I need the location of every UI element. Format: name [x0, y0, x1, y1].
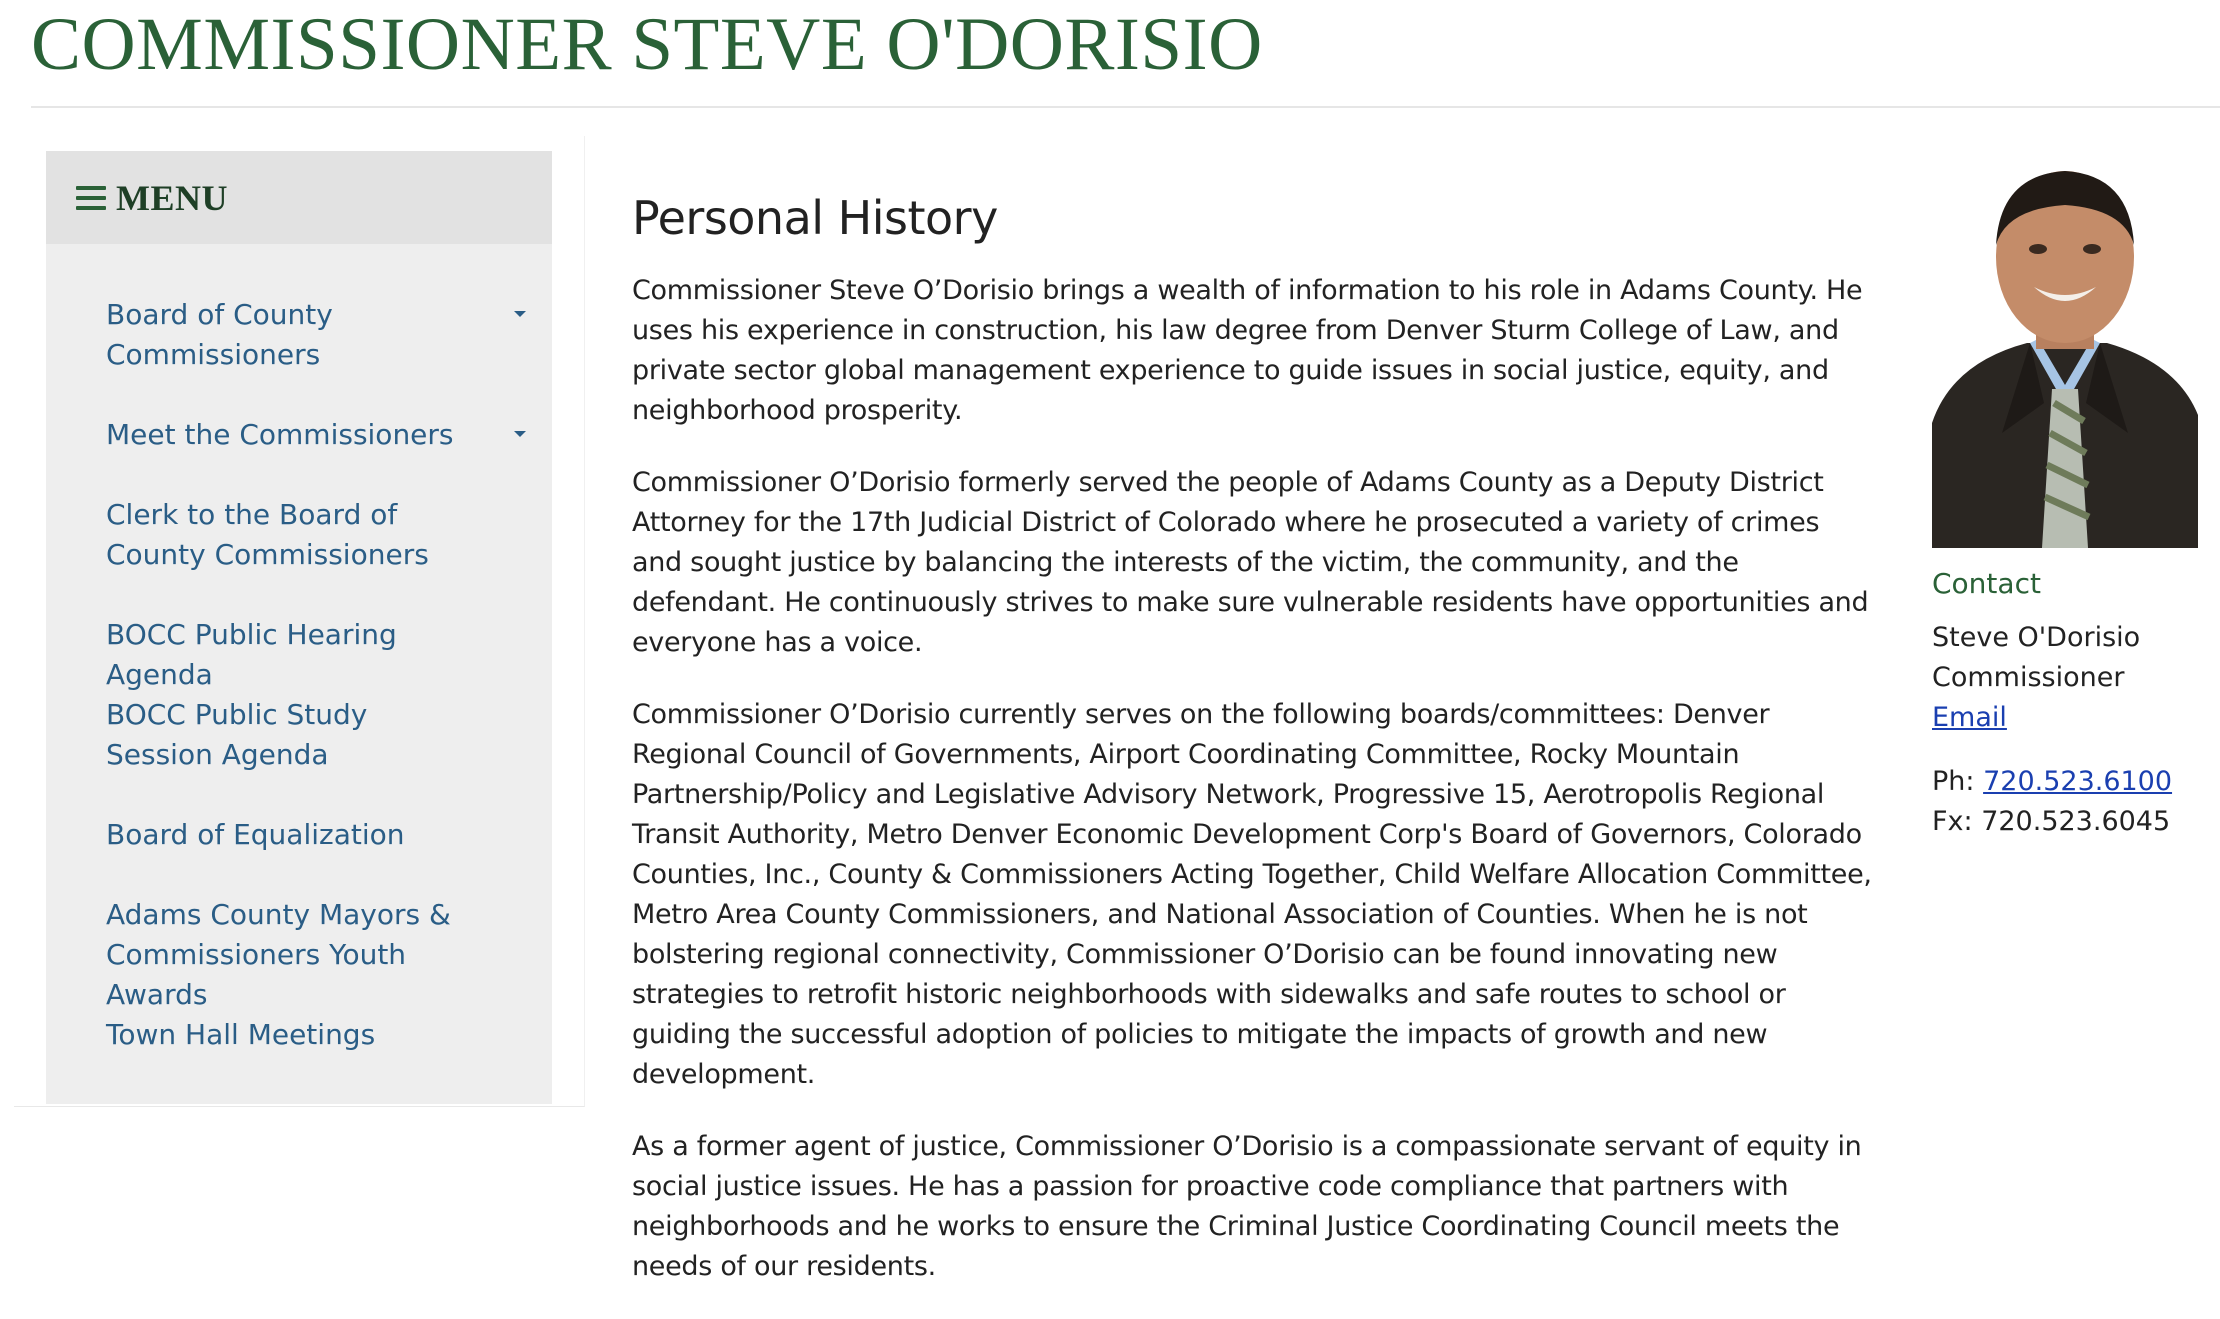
sidebar-item-bocc-public-hearing-agenda[interactable]: [106, 615, 526, 695]
contact-role: Commissioner: [1932, 662, 2125, 693]
contact-name: Steve O'Dorisio: [1932, 622, 2141, 653]
sidebar-item-label[interactable]: BOCC Public Study Session Agenda: [106, 698, 368, 771]
sidebar-menu: [46, 151, 552, 1104]
commissioner-photo: [1932, 153, 2198, 548]
sidebar-item-label[interactable]: Clerk to the Board of County Commissioners: [106, 498, 429, 571]
sidebar-item-clerk-to-the-board[interactable]: [106, 495, 526, 575]
sidebar-item-label[interactable]: Meet the Commissioners: [106, 418, 454, 451]
contact-heading: Contact: [1932, 567, 2041, 600]
phone-line: [1932, 762, 2220, 802]
menu-label: MENU: [116, 177, 228, 218]
sidebar-item-board-of-county-commissioners[interactable]: [106, 295, 526, 375]
phone-link[interactable]: 720.523.6100: [1983, 766, 2173, 797]
chevron-down-icon[interactable]: [514, 431, 526, 437]
contact-sidebar: [1932, 153, 2220, 842]
email-link[interactable]: Email: [1932, 702, 2007, 733]
title-divider: [31, 106, 2220, 108]
chevron-down-icon[interactable]: [514, 311, 526, 317]
history-paragraph: Commissioner O’Dorisio formerly served the people of Adams County as a Deputy District Attorney for the 17th Judicial District of Colorado where he prosecuted a variety of crimes and sought justice by balancing the interests of the victim, the community, and the defendant. He continuously strives to make sure vulnerable residents have opportunities and everyone has a voice.: [632, 467, 1869, 658]
sidebar-item-label[interactable]: BOCC Public Hearing Agenda: [106, 618, 397, 691]
sidebar-item-label[interactable]: Adams County Mayors & Commissioners Youth Awards: [106, 898, 451, 1011]
hamburger-icon: [76, 186, 106, 210]
page-title: COMMISSIONER STEVE O'DORISIO: [31, 3, 1263, 86]
fax-line: [1932, 802, 2220, 842]
sidebar-item-youth-awards[interactable]: [106, 895, 526, 1015]
sidebar-item-bocc-public-study-session-agenda[interactable]: [106, 695, 526, 775]
main-content: [632, 180, 1872, 1319]
phone-prefix: Ph:: [1932, 766, 1975, 797]
history-paragraph: Commissioner Steve O’Dorisio brings a wealth of information to his role in Adams County. He uses his experience in construction, his law degree from Denver Sturm College of Law, and private sector global management experience to guide issues in social justice, equity, and neighborhood prosperity.: [632, 275, 1863, 426]
history-paragraph: Commissioner O’Dorisio currently serves on the following boards/committees: Denver Regional Council of Governments, Airport Coordinating Committee, Rocky Mountain Partnership/Policy and Legislative Advisory Network, Progressive 15, Aerotropolis Regional Transit Authority, Metro Denver Economic Development Corp's Board of Governors, Colorado Counties, Inc., County & Commissioners Acting Together, Child Welfare Allocation Committee, Metro Area County Commissioners, and National Association of Counties. When he is not bolstering regional connectivity, Commissioner O’Dorisio can be found innovating new strategies to retrofit historic neighborhoods with sidewalks and safe routes to school or guiding the successful adoption of policies to mitigate the impacts of growth and new development.: [632, 699, 1872, 1090]
fax-number: 720.523.6045: [1981, 806, 2171, 837]
history-paragraph: As a former agent of justice, Commissioner O’Dorisio is a compassionate servant of equity in social justice issues. He has a passion for proactive code compliance that partners with neighborhoods and he works to ensure the Criminal Justice Coordinating Council meets the needs of our residents.: [632, 1131, 1862, 1282]
sidebar-item-board-of-equalization[interactable]: [106, 815, 526, 855]
fax-prefix: Fx:: [1932, 806, 1973, 837]
sidebar-item-label[interactable]: Board of Equalization: [106, 818, 405, 851]
sidebar-item-label[interactable]: Town Hall Meetings: [106, 1018, 376, 1051]
section-heading: Personal History: [632, 191, 998, 245]
sidebar-item-town-hall-meetings[interactable]: [106, 1015, 526, 1055]
sidebar-item-meet-the-commissioners[interactable]: [106, 415, 526, 455]
menu-toggle[interactable]: [46, 151, 552, 244]
sidebar-item-label[interactable]: Board of County Commissioners: [106, 298, 333, 371]
